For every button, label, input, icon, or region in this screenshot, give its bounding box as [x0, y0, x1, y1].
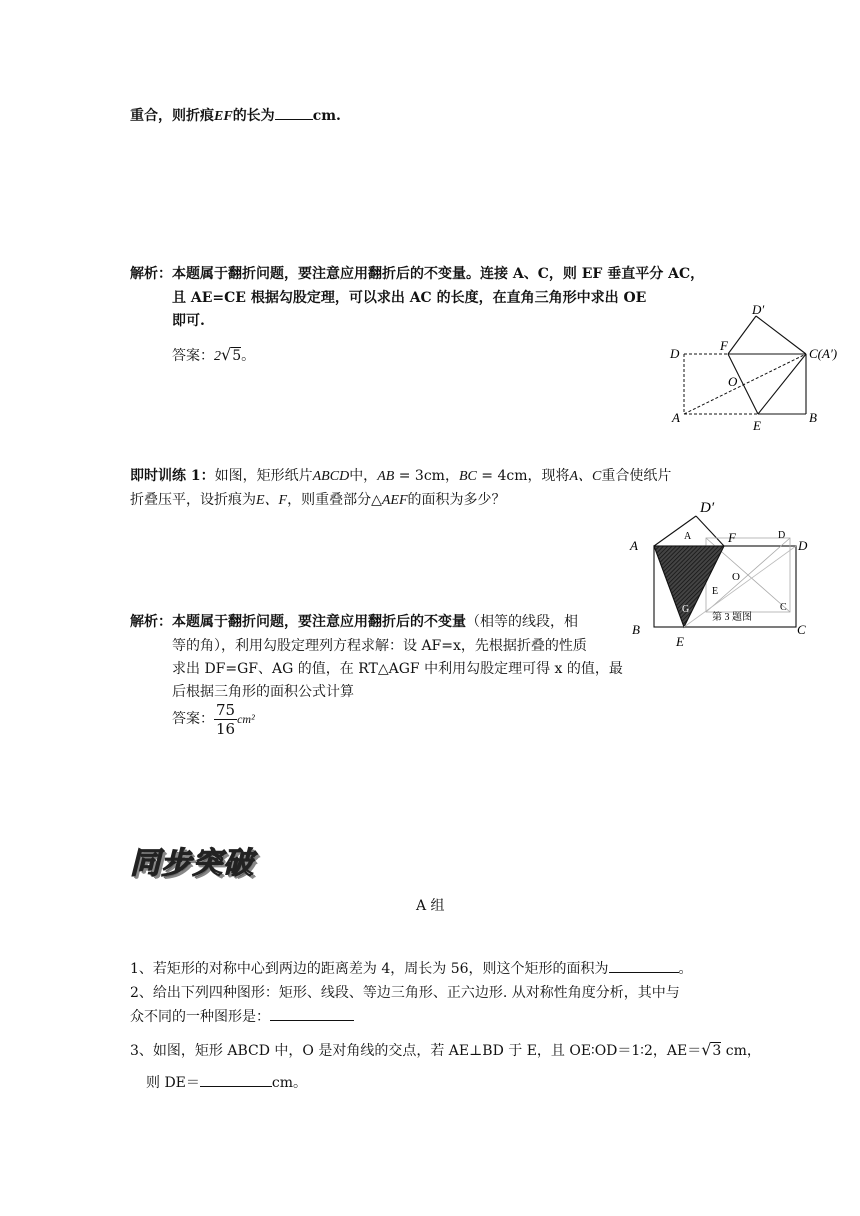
- label-O: O: [732, 571, 740, 583]
- label-D-prime: D′: [752, 302, 765, 317]
- label-A-small: A: [684, 531, 692, 542]
- answer-label: 答案：: [172, 711, 214, 727]
- answer-label: 答案：: [172, 348, 214, 364]
- text-segment: 本题属于翻折问题，要注意应用翻折后的不变量。连接 A、C，则 EF 垂直平分 AC，: [172, 266, 705, 282]
- label-F: F: [720, 338, 728, 353]
- math-var: ABCD: [312, 469, 350, 484]
- label-A: A: [630, 538, 638, 553]
- label-G: G: [682, 604, 690, 615]
- analysis2-line3: 求出 DF=GF、AG 的值，在 RT△AGF 中利用勾股定理可得 x 的值，最: [172, 661, 623, 677]
- question-text: 则 DE＝: [146, 1075, 200, 1091]
- label-A: A: [672, 410, 680, 425]
- label-E-small: E: [712, 586, 719, 597]
- label-D-prime: D′: [700, 500, 715, 516]
- training-line2: [130, 490, 506, 511]
- text-segment: ，则重叠部分: [287, 492, 372, 508]
- answer-blank: [609, 958, 679, 973]
- answer2: [172, 700, 255, 738]
- text-segment: cm.: [312, 108, 341, 124]
- math-var: A、C: [569, 469, 602, 484]
- label-B: B: [809, 410, 817, 425]
- section-title: 同步突破: [130, 846, 254, 881]
- text-segment: 如图，矩形纸片: [214, 468, 313, 484]
- denominator: 16: [216, 719, 236, 738]
- question-2-line2: [130, 1006, 354, 1027]
- unit: cm²: [237, 712, 255, 726]
- math-var: AB: [377, 469, 395, 484]
- analysis1-line3: 即可.: [172, 313, 205, 329]
- label-C: C: [797, 622, 806, 637]
- problem-continuation: [130, 105, 341, 127]
- question-text: 众不同的一种图形是：: [130, 1009, 270, 1025]
- math-var: △AEF: [371, 493, 408, 508]
- question-2-line1: 2、给出下列四种图形：矩形、线段、等边三角形、正六边形. 从对称性角度分析，其中与: [130, 985, 680, 1001]
- text-segment: 重合使纸片: [601, 468, 672, 484]
- analysis2-line1: [130, 612, 578, 632]
- math-radicand: 3: [712, 1043, 722, 1059]
- answer-blank: [275, 105, 313, 120]
- answer1: 答案：2√5。: [172, 345, 256, 364]
- math-coef: 2: [214, 349, 221, 364]
- math-radicand: 5: [232, 348, 242, 364]
- label-F: F: [728, 530, 736, 545]
- figure-caption: 第 3 题图: [712, 612, 752, 623]
- text-segment: cm。: [271, 1075, 308, 1091]
- label-D: D: [798, 538, 808, 553]
- text-segment: = 4cm，现将: [476, 468, 570, 484]
- text-segment: 的面积为多少？: [407, 492, 506, 508]
- analysis2-line2: 等的角），利用勾股定理列方程求解：设 AF=x，先根据折叠的性质: [172, 638, 587, 654]
- text-segment: 本题属于翻折问题，要注意应用翻折后的不变量: [172, 614, 466, 630]
- math-var: E、F: [256, 493, 288, 508]
- fraction: [214, 701, 237, 738]
- label-D: D: [670, 346, 680, 361]
- math-var: EF: [214, 109, 233, 124]
- training-label: 即时训练 1：: [130, 468, 215, 484]
- fold-figure-2: [626, 494, 816, 654]
- text-segment: = 3cm，: [394, 468, 459, 484]
- label-E: E: [676, 634, 684, 649]
- numerator: 75: [216, 700, 236, 719]
- answer-blank: [200, 1072, 272, 1087]
- question-3-line2: [146, 1072, 307, 1093]
- analysis2-line4: 后根据三角形的面积公式计算: [172, 684, 354, 700]
- question-3-line1: 3、如图，矩形 ABCD 中，O 是对角线的交点，若 AE⊥BD 于 E，且 OE∶OD＝1∶2，AE＝√3 cm，: [130, 1040, 761, 1059]
- group-heading: A 组: [416, 898, 445, 914]
- analysis1-line1: [130, 264, 704, 284]
- fold-figure-1: [666, 298, 838, 434]
- label-C: C(A′): [809, 346, 838, 361]
- analysis1-line2: 且 AE=CE 根据勾股定理，可以求出 AC 的长度，在直角三角形中求出 OE: [172, 290, 647, 306]
- question-text: 3、如图，矩形 ABCD 中，O 是对角线的交点，若 AE⊥BD 于 E，且 OE∶OD＝1∶2，AE＝: [130, 1043, 702, 1059]
- label-E: E: [753, 418, 761, 433]
- question-1: [130, 958, 693, 979]
- label-O: O: [728, 374, 738, 389]
- text-segment: 。: [241, 348, 256, 364]
- answer-blank: [270, 1006, 354, 1021]
- text-segment: 重合，则折痕: [130, 108, 214, 124]
- question-text: 1、若矩形的对称中心到两边的距离差为 4，周长为 56，则这个矩形的面积为: [130, 961, 609, 977]
- analysis-label: 解析：: [130, 266, 172, 282]
- text-segment: 折叠压平，设折痕为: [130, 492, 256, 508]
- label-D-small: D: [778, 530, 786, 541]
- text-segment: cm，: [721, 1043, 761, 1059]
- text-segment: 中，: [349, 468, 378, 484]
- label-B: B: [632, 622, 640, 637]
- text-segment: 的长为: [232, 108, 275, 124]
- math-var: BC: [458, 469, 477, 484]
- analysis-label: 解析：: [130, 614, 172, 630]
- label-C-small: C: [780, 602, 787, 613]
- training-line1: [130, 466, 671, 487]
- text-segment: 。: [678, 961, 693, 977]
- text-segment: （相等的线段，相: [466, 614, 578, 630]
